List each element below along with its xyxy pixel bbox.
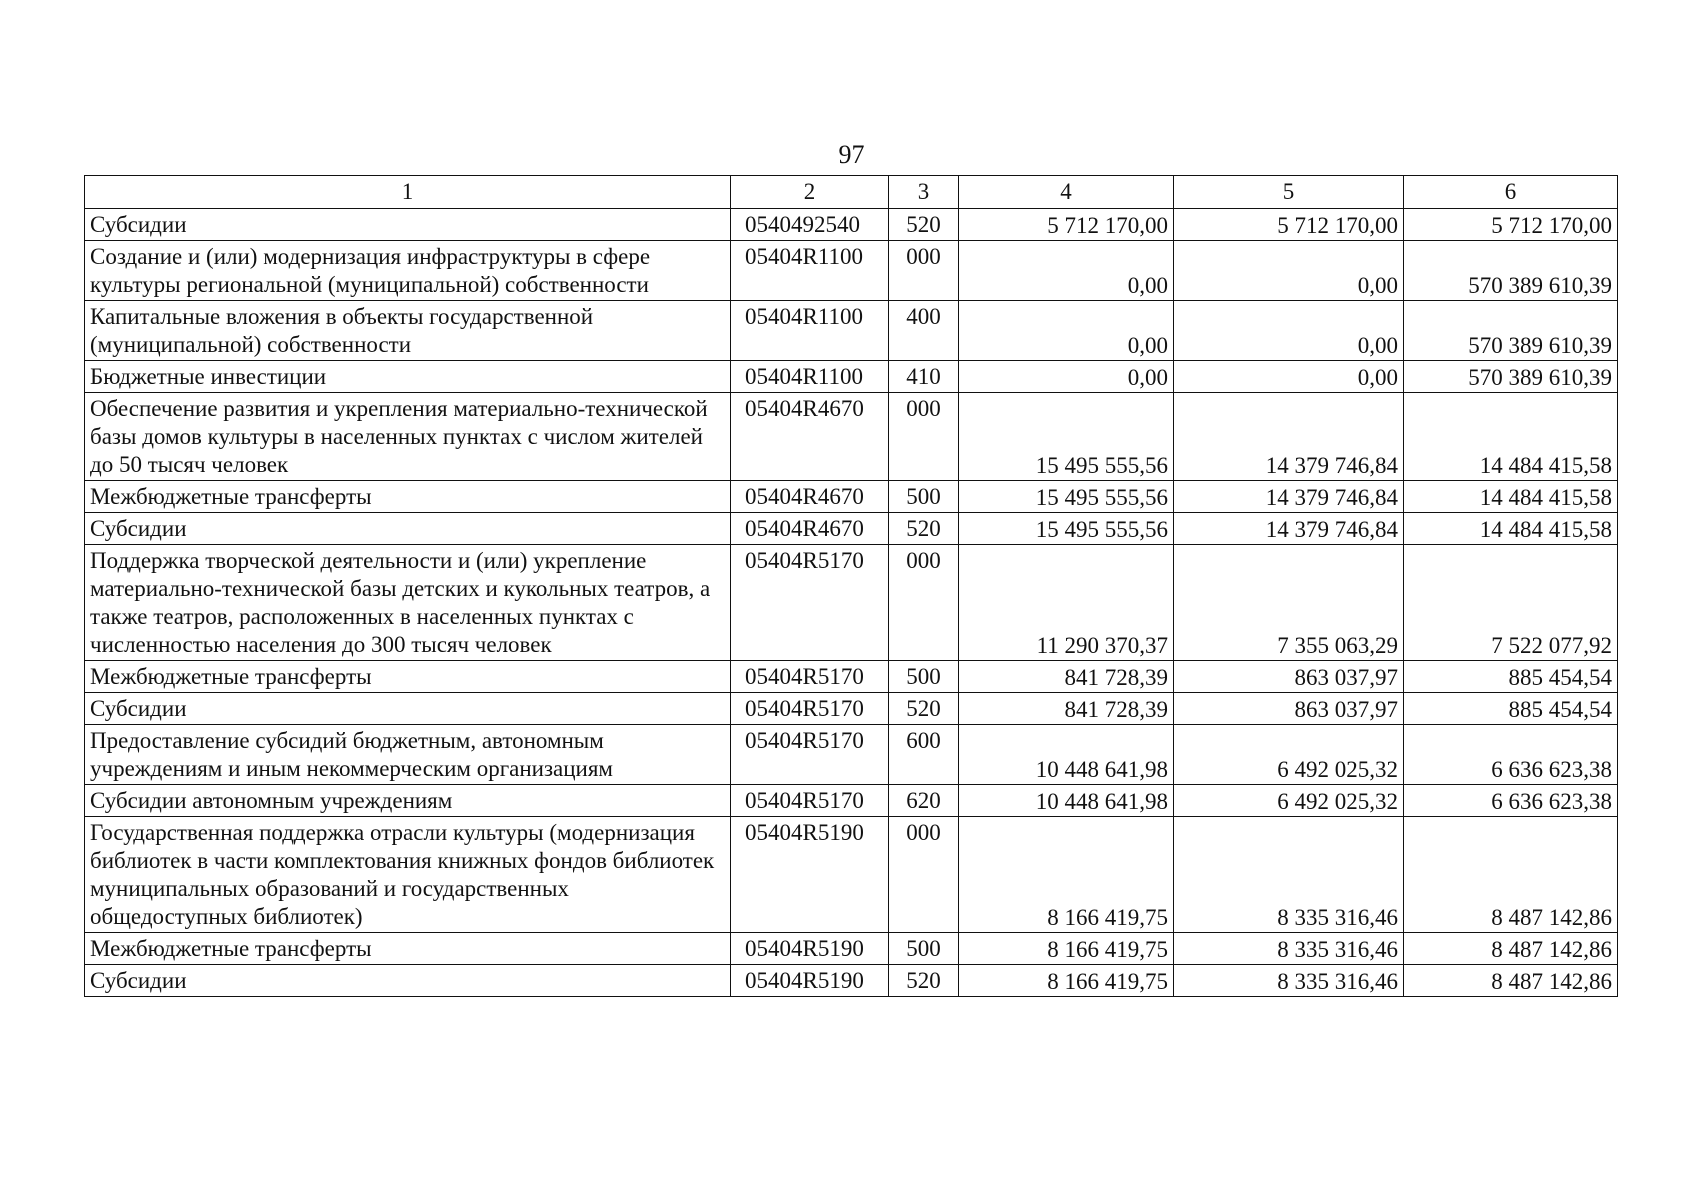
row-expense-type: 410 — [889, 361, 959, 393]
column-header-3: 3 — [889, 176, 959, 209]
row-amount-col4: 8 166 419,75 — [959, 933, 1174, 965]
row-amount-col4: 0,00 — [959, 241, 1174, 301]
row-expense-type: 500 — [889, 933, 959, 965]
row-code: 05404R1100 — [731, 361, 889, 393]
row-code: 05404R5170 — [731, 725, 889, 785]
page-number: 97 — [838, 140, 865, 169]
row-code: 05404R5170 — [731, 693, 889, 725]
row-code: 05404R1100 — [731, 301, 889, 361]
row-amount-col4: 15 495 555,56 — [959, 481, 1174, 513]
table-row — [85, 785, 1618, 817]
row-amount-col6: 885 454,54 — [1404, 661, 1618, 693]
row-amount-col5: 8 335 316,46 — [1174, 965, 1404, 997]
row-amount-col5: 5 712 170,00 — [1174, 209, 1404, 241]
row-code: 0540492540 — [731, 209, 889, 241]
row-amount-col6: 14 484 415,58 — [1404, 393, 1618, 481]
row-amount-col4: 5 712 170,00 — [959, 209, 1174, 241]
row-code: 05404R5170 — [731, 785, 889, 817]
table-row — [85, 393, 1618, 481]
row-expense-type: 500 — [889, 661, 959, 693]
row-name: Субсидии — [85, 965, 731, 997]
row-amount-col6: 6 636 623,38 — [1404, 785, 1618, 817]
row-amount-col6: 14 484 415,58 — [1404, 481, 1618, 513]
row-amount-col6: 8 487 142,86 — [1404, 933, 1618, 965]
table-header-row — [85, 176, 1618, 209]
row-code: 05404R5170 — [731, 661, 889, 693]
row-name: Межбюджетные трансферты — [85, 481, 731, 513]
row-code: 05404R5190 — [731, 933, 889, 965]
row-name: Капитальные вложения в объекты государственной (муниципальной) собственности — [85, 301, 731, 361]
row-name: Субсидии — [85, 693, 731, 725]
row-expense-type: 000 — [889, 241, 959, 301]
table-row — [85, 725, 1618, 785]
row-amount-col5: 7 355 063,29 — [1174, 545, 1404, 661]
row-amount-col4: 8 166 419,75 — [959, 817, 1174, 933]
row-amount-col4: 841 728,39 — [959, 693, 1174, 725]
column-header-4: 4 — [959, 176, 1174, 209]
row-amount-col4: 0,00 — [959, 301, 1174, 361]
row-expense-type: 000 — [889, 817, 959, 933]
row-amount-col5: 8 335 316,46 — [1174, 933, 1404, 965]
row-amount-col6: 14 484 415,58 — [1404, 513, 1618, 545]
table-row — [85, 933, 1618, 965]
row-name: Государственная поддержка отрасли культуры (модернизация библиотек в части комплектования книжных фондов библиотек муниципальных образований и государственных общедоступных библиотек) — [85, 817, 731, 933]
row-expense-type: 520 — [889, 965, 959, 997]
row-amount-col5: 8 335 316,46 — [1174, 817, 1404, 933]
row-code: 05404R5170 — [731, 545, 889, 661]
row-expense-type: 500 — [889, 481, 959, 513]
table-row — [85, 661, 1618, 693]
row-name: Обеспечение развития и укрепления материально-технической базы домов культуры в населенных пунктах с числом жителей до 50 тысяч человек — [85, 393, 731, 481]
row-expense-type: 600 — [889, 725, 959, 785]
row-name: Бюджетные инвестиции — [85, 361, 731, 393]
row-code: 05404R4670 — [731, 481, 889, 513]
row-expense-type: 520 — [889, 693, 959, 725]
table-row — [85, 545, 1618, 661]
row-amount-col4: 15 495 555,56 — [959, 393, 1174, 481]
row-code: 05404R4670 — [731, 393, 889, 481]
row-amount-col6: 6 636 623,38 — [1404, 725, 1618, 785]
row-amount-col5: 0,00 — [1174, 301, 1404, 361]
row-amount-col6: 885 454,54 — [1404, 693, 1618, 725]
row-amount-col5: 0,00 — [1174, 241, 1404, 301]
table-row — [85, 817, 1618, 933]
row-name: Поддержка творческой деятельности и (или) укрепление материально-технической базы детских и кукольных театров, а также театров, расположенных в населенных пунктах с численностью населения до 300 тысяч человек — [85, 545, 731, 661]
row-expense-type: 620 — [889, 785, 959, 817]
row-amount-col6: 7 522 077,92 — [1404, 545, 1618, 661]
row-amount-col5: 14 379 746,84 — [1174, 481, 1404, 513]
row-expense-type: 000 — [889, 545, 959, 661]
row-name: Межбюджетные трансферты — [85, 661, 731, 693]
row-code: 05404R5190 — [731, 965, 889, 997]
row-amount-col5: 6 492 025,32 — [1174, 785, 1404, 817]
row-amount-col6: 570 389 610,39 — [1404, 361, 1618, 393]
table-row — [85, 693, 1618, 725]
row-amount-col6: 5 712 170,00 — [1404, 209, 1618, 241]
budget-table — [84, 175, 1618, 997]
row-amount-col4: 11 290 370,37 — [959, 545, 1174, 661]
row-amount-col5: 14 379 746,84 — [1174, 513, 1404, 545]
row-amount-col4: 0,00 — [959, 361, 1174, 393]
table-row — [85, 965, 1618, 997]
row-amount-col5: 863 037,97 — [1174, 693, 1404, 725]
table-row — [85, 481, 1618, 513]
row-code: 05404R1100 — [731, 241, 889, 301]
row-name: Создание и (или) модернизация инфраструктуры в сфере культуры региональной (муниципальной) собственности — [85, 241, 731, 301]
column-header-6: 6 — [1404, 176, 1618, 209]
row-expense-type: 520 — [889, 513, 959, 545]
row-amount-col5: 0,00 — [1174, 361, 1404, 393]
table-row — [85, 209, 1618, 241]
row-expense-type: 000 — [889, 393, 959, 481]
row-amount-col4: 10 448 641,98 — [959, 725, 1174, 785]
row-name: Предоставление субсидий бюджетным, автономным учреждениям и иным некоммерческим организациям — [85, 725, 731, 785]
row-amount-col4: 15 495 555,56 — [959, 513, 1174, 545]
row-amount-col6: 8 487 142,86 — [1404, 817, 1618, 933]
row-amount-col5: 6 492 025,32 — [1174, 725, 1404, 785]
table-row — [85, 513, 1618, 545]
row-amount-col5: 14 379 746,84 — [1174, 393, 1404, 481]
column-header-5: 5 — [1174, 176, 1404, 209]
table-row — [85, 301, 1618, 361]
table-row — [85, 361, 1618, 393]
row-name: Межбюджетные трансферты — [85, 933, 731, 965]
row-name: Субсидии автономным учреждениям — [85, 785, 731, 817]
row-amount-col6: 8 487 142,86 — [1404, 965, 1618, 997]
row-code: 05404R4670 — [731, 513, 889, 545]
column-header-1: 1 — [85, 176, 731, 209]
row-name: Субсидии — [85, 209, 731, 241]
row-expense-type: 400 — [889, 301, 959, 361]
row-amount-col6: 570 389 610,39 — [1404, 241, 1618, 301]
row-amount-col4: 10 448 641,98 — [959, 785, 1174, 817]
table-body — [85, 176, 1618, 997]
row-expense-type: 520 — [889, 209, 959, 241]
row-amount-col4: 8 166 419,75 — [959, 965, 1174, 997]
row-amount-col5: 863 037,97 — [1174, 661, 1404, 693]
row-amount-col6: 570 389 610,39 — [1404, 301, 1618, 361]
column-header-2: 2 — [731, 176, 889, 209]
table-row — [85, 241, 1618, 301]
row-amount-col4: 841 728,39 — [959, 661, 1174, 693]
row-code: 05404R5190 — [731, 817, 889, 933]
row-name: Субсидии — [85, 513, 731, 545]
